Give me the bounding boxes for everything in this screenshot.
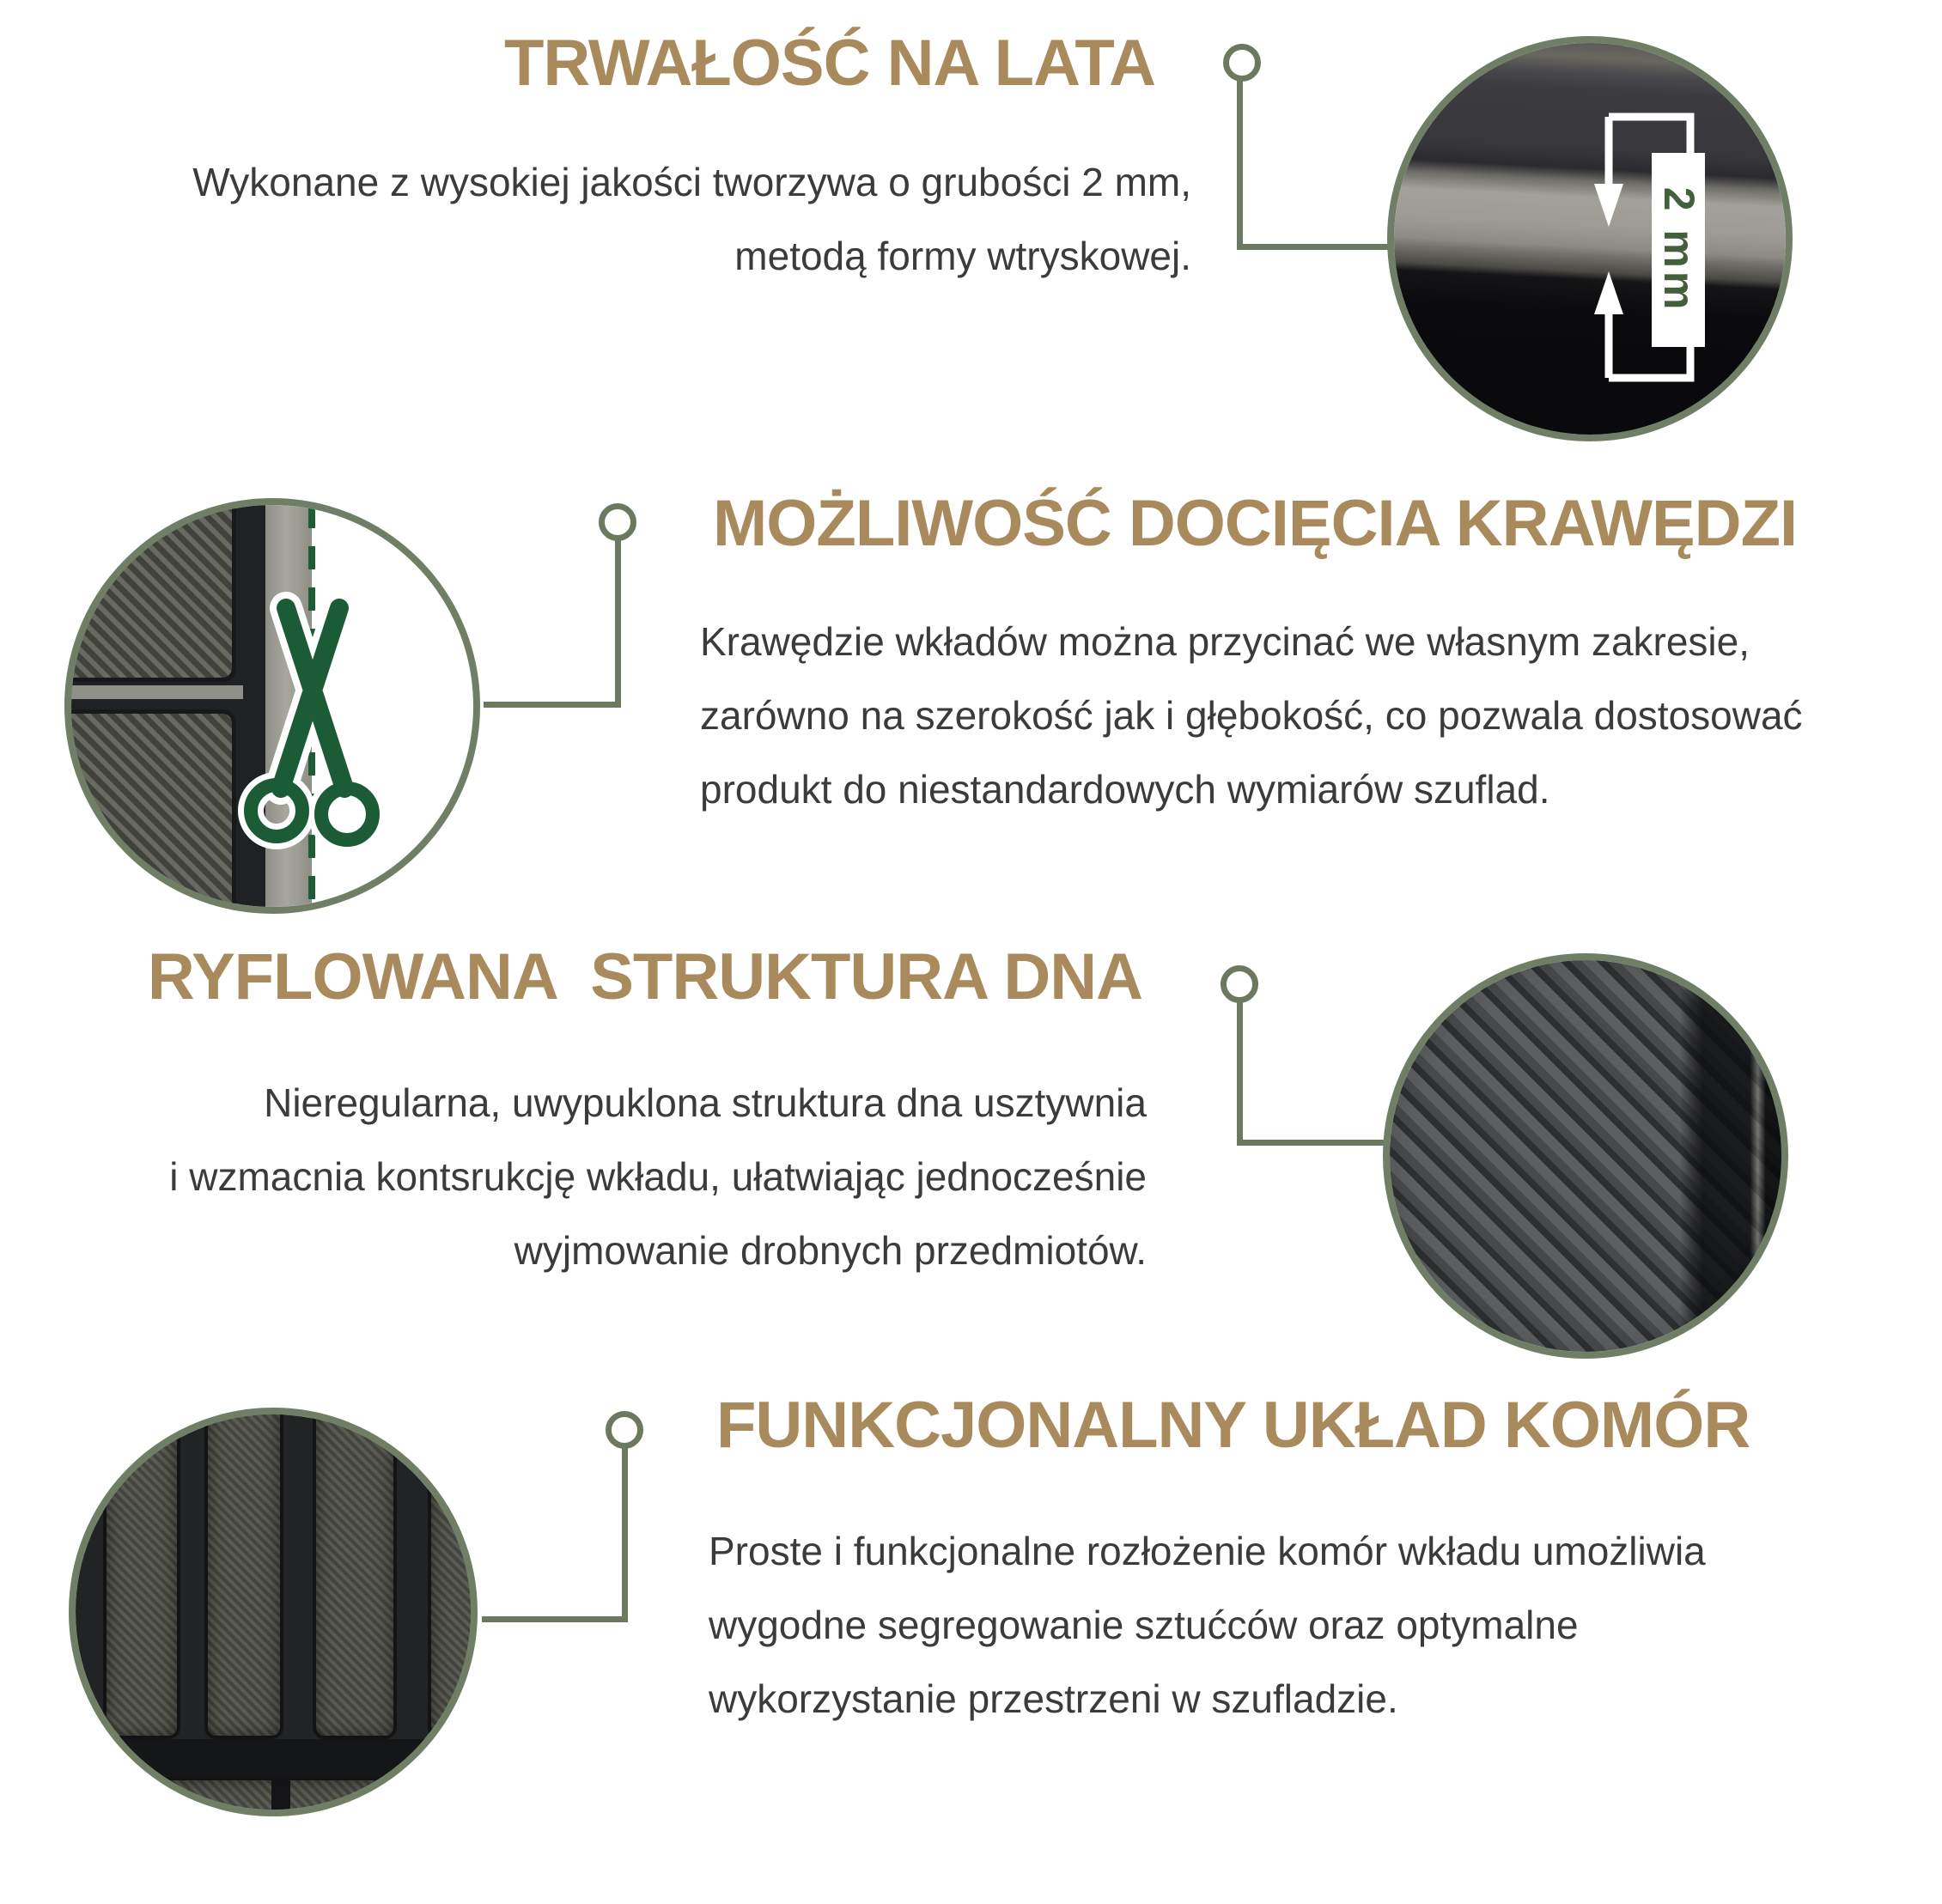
photo-trimmed-edge-scissors [64, 498, 480, 914]
tray-bottom-compartment [112, 1777, 429, 1816]
section-title-compartment-layout: FUNKCJONALNY UKŁAD KOMÓR [716, 1389, 1750, 1462]
connector-line [622, 1446, 628, 1622]
ring-connector-icon [1221, 965, 1258, 1003]
photo-vignette [1390, 960, 1781, 1352]
scissors-icon [71, 505, 473, 907]
tray-slot [103, 1408, 180, 1739]
text-line: zarówno na szerokość jak i głębokość, co pozwala dostosować [700, 693, 1803, 738]
connector-line [615, 539, 621, 708]
tray-ridge [76, 1739, 471, 1777]
text-line: Wykonane z wysokiej jakości tworzywa o grubości 2 mm, [192, 160, 1191, 204]
text-line: metodą formy wtryskowej. [734, 234, 1191, 278]
connector-line [1237, 1001, 1243, 1146]
text-line: wyjmowanie drobnych przedmiotów. [514, 1228, 1147, 1273]
ring-connector-icon [1223, 44, 1261, 82]
connector-line [1237, 1140, 1390, 1146]
tray-divider [271, 1780, 290, 1816]
text-line: wykorzystanie przestrzeni w szufladzie. [709, 1676, 1398, 1721]
section-title-ribbed-bottom: RYFLOWANA STRUKTURA DNA [147, 940, 1142, 1013]
photo-cutlery-tray [69, 1408, 478, 1816]
section-title-edge-trimming: MOŻLIWOŚĆ DOCIĘCIA KRAWĘDZI [713, 487, 1798, 560]
ring-connector-icon [599, 503, 636, 541]
ring-connector-icon [606, 1411, 643, 1449]
photo-ribbed-texture [1383, 953, 1788, 1359]
section-text-durability [192, 145, 1191, 293]
tray-slot [313, 1408, 397, 1739]
dimension-arrows-icon [1394, 43, 1786, 435]
section-text-compartment-layout [709, 1514, 1706, 1736]
tray-slot [428, 1408, 478, 1739]
section-text-ribbed-bottom [169, 1066, 1147, 1287]
text-line: Proste i funkcjonalne rozłożenie komór wkładu umożliwia [709, 1529, 1706, 1573]
dimension-label-text: 2 mm [1655, 186, 1703, 313]
connector-line [1237, 244, 1393, 250]
text-line: wygodne segregowanie sztućców oraz optymalne [709, 1603, 1579, 1647]
connector-line [1237, 79, 1243, 248]
connector-line [484, 702, 621, 708]
section-title-durability: TRWAŁOŚĆ NA LATA [504, 27, 1155, 100]
text-line: Nieregularna, uwypuklona struktura dna usztywnia [264, 1080, 1147, 1125]
section-text-edge-trimming [700, 605, 1803, 826]
text-line: produkt do niestandardowych wymiarów szuflad. [700, 767, 1550, 812]
connector-line [482, 1616, 628, 1622]
tray-slot [204, 1408, 283, 1739]
text-line: Krawędzie wkładów można przycinać we własnym zakresie, [700, 619, 1750, 664]
photo-plastic-edge-closeup [1387, 36, 1793, 441]
text-line: i wzmacnia kontsrukcję wkładu, ułatwiając jednocześnie [169, 1154, 1147, 1199]
